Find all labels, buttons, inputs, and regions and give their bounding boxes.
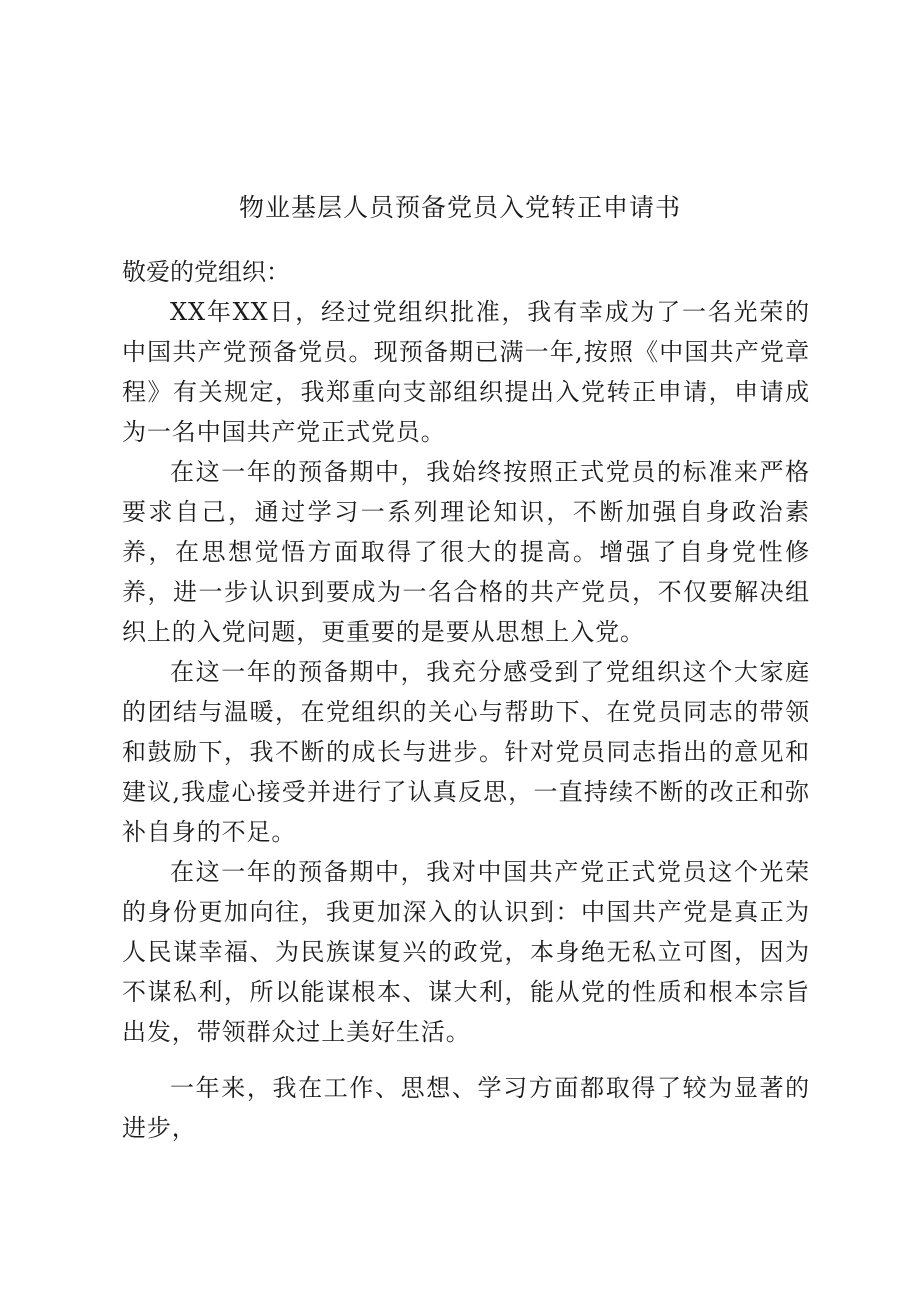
paragraph-5: 一年来，我在工作、思想、学习方面都取得了较为显著的进步， xyxy=(122,1074,810,1142)
document-title: 物业基层人员预备党员入党转正申请书 xyxy=(238,193,681,222)
paragraph-2: 在这一年的预备期中，我始终按照正式党员的标准来严格要求自己，通过学习一系列理论知识，不断加强自身政治素养，在思想觉悟方面取得了很大的提高。增强了自身党性修养，进一步认识到要成为一名合格的共产党员，不仅要解决组织上的入党问题，更重要的是要从思想上入党。 xyxy=(122,458,810,646)
salutation: 敬爱的党组织： xyxy=(122,258,290,286)
paragraph-4: 在这一年的预备期中，我对中国共产党正式党员这个光荣的身份更加向往，我更加深入的认识到：中国共产党是真正为人民谋幸福、为民族谋复兴的政党，本身绝无私立可图，因为不谋私利，所以能谋根本、谋大利，能从党的性质和根本宗旨出发，带领群众过上美好生活。 xyxy=(122,858,810,1046)
document-body xyxy=(122,252,810,1148)
paragraph-1: XX年XX日，经过党组织批准，我有幸成为了一名光荣的中国共产党预备党员。现预备期已满一年,按照《中国共产党章程》有关规定，我郑重向支部组织提出入党转正申请，申请成为一名中国共产党正式党员。 xyxy=(122,298,810,446)
paragraph-3: 在这一年的预备期中，我充分感受到了党组织这个大家庭的团结与温暖，在党组织的关心与帮助下、在党员同志的带领和鼓励下，我不断的成长与进步。针对党员同志指出的意见和建议,我虚心接受并进行了认真反思，一直持续不断的改正和弥补自身的不足。 xyxy=(122,658,810,846)
